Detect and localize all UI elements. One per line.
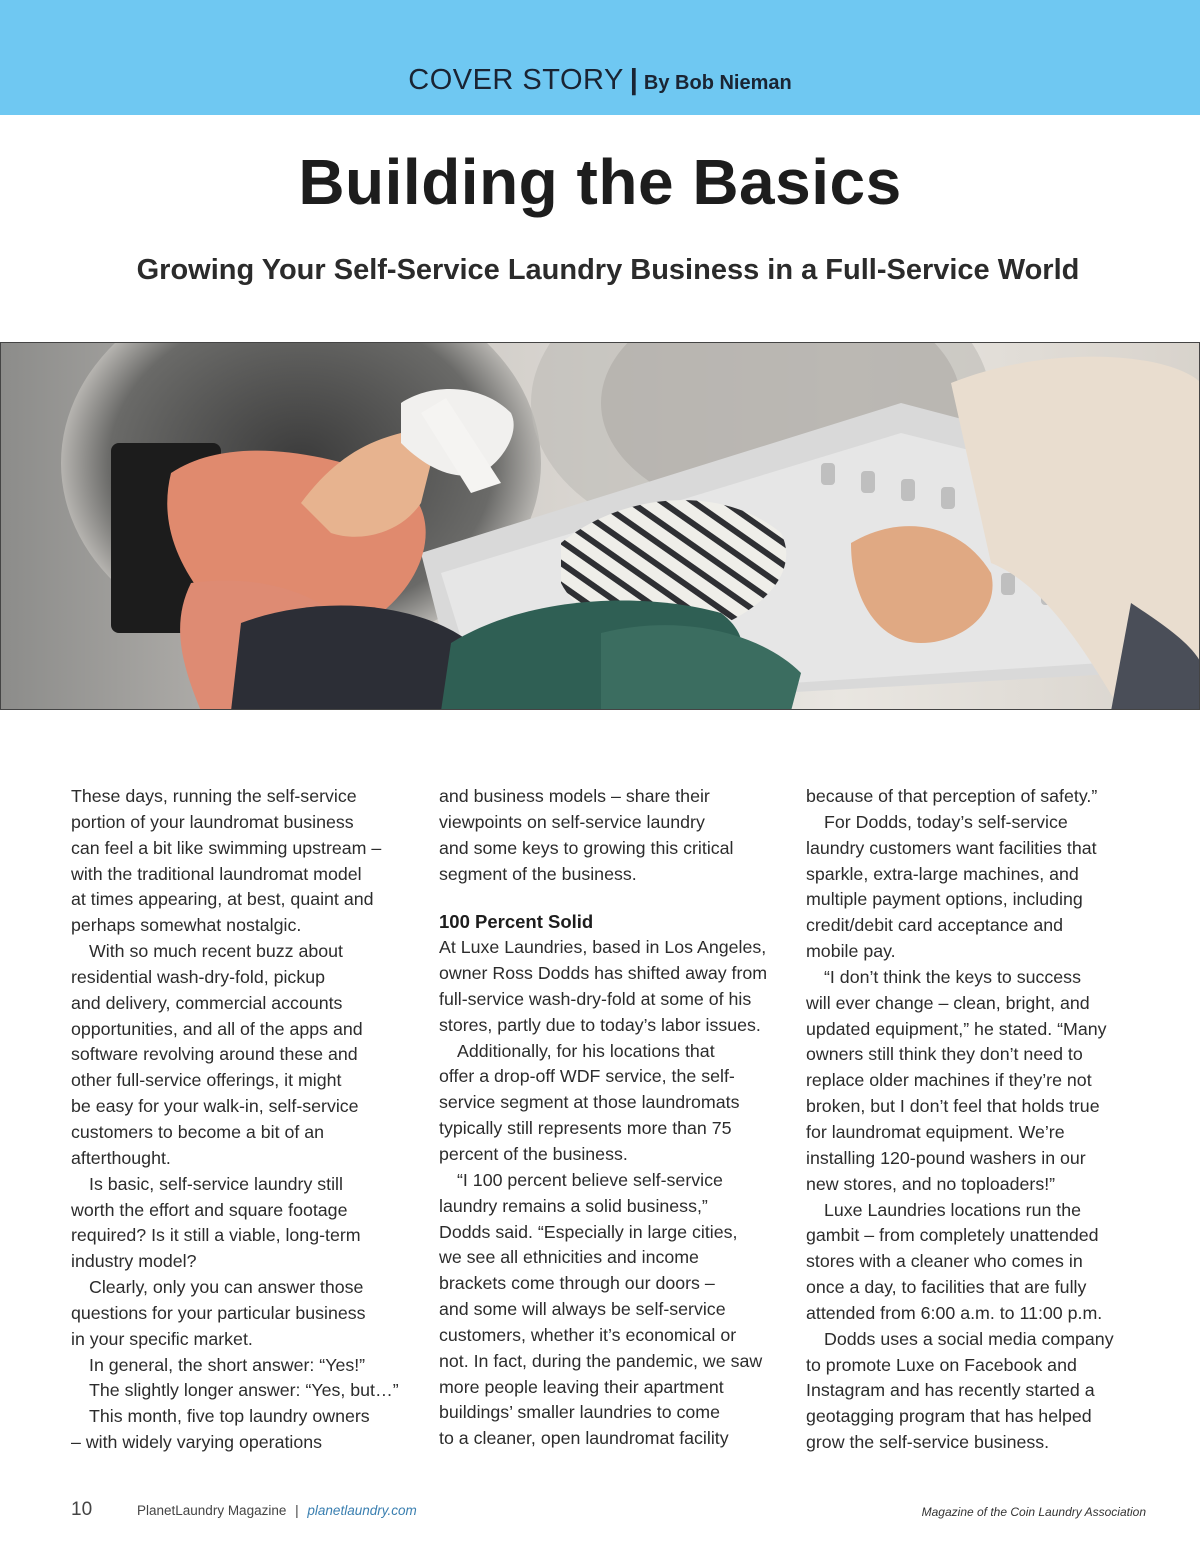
text-line: for laundromat equipment. We’re xyxy=(806,1121,1065,1142)
paragraph-gap xyxy=(439,887,784,909)
footer-separator: | xyxy=(295,1503,299,1518)
article-subtitle: Growing Your Self-Service Laundry Business in a Full-Service World xyxy=(136,254,1080,286)
text-line: offer a drop-off WDF service, the self- xyxy=(439,1066,735,1087)
text-line: other full-service offerings, it might xyxy=(71,1070,342,1091)
text-line: because of that perception of safety.” xyxy=(806,786,1098,806)
text-line: laundry customers want facilities that xyxy=(806,837,1097,858)
text-line: Is basic, self-service laundry still xyxy=(89,1173,343,1194)
text-line: perhaps somewhat nostalgic. xyxy=(71,915,302,936)
text-line: once a day, to facilities that are fully xyxy=(806,1277,1087,1298)
text-line: Dodds uses a social media company xyxy=(824,1328,1114,1349)
text-line: to a cleaner, open laundromat facility xyxy=(439,1428,729,1449)
byline: By Bob Nieman xyxy=(643,72,792,94)
text-line: In general, the short answer: “Yes!” xyxy=(89,1354,366,1375)
website-link[interactable]: planetlaundry.com xyxy=(307,1503,417,1518)
text-line: service segment at those laundromats xyxy=(439,1092,740,1113)
text-line: attended from 6:00 a.m. to 11:00 p.m. xyxy=(806,1302,1103,1323)
text-line: and delivery, commercial accounts xyxy=(71,992,343,1013)
text-line: buildings’ smaller laundries to come xyxy=(439,1402,721,1423)
text-line: – with widely varying operations xyxy=(71,1432,323,1453)
text-line: “I don’t think the keys to success xyxy=(824,966,1081,987)
article-column-2 xyxy=(439,784,784,1452)
text-line: segment of the business. xyxy=(439,863,637,884)
text-line: owner Ross Dodds has shifted away from xyxy=(439,963,768,984)
text-line: installing 120-pound washers in our xyxy=(806,1147,1086,1168)
text-line: broken, but I don’t feel that holds true xyxy=(806,1096,1100,1117)
text-line: to promote Luxe on Facebook and xyxy=(806,1354,1077,1375)
text-line: questions for your particular business xyxy=(71,1302,366,1323)
magazine-name: PlanetLaundry Magazine xyxy=(137,1503,287,1518)
section-heading: 100 Percent Solid xyxy=(439,911,594,933)
text-line: Clearly, only you can answer those xyxy=(89,1277,364,1298)
text-line: At Luxe Laundries, based in Los Angeles, xyxy=(439,937,767,958)
text-line: can feel a bit like swimming upstream – xyxy=(71,837,382,858)
text-line: more people leaving their apartment xyxy=(439,1376,724,1397)
text-line: afterthought. xyxy=(71,1147,171,1168)
text-line: in your specific market. xyxy=(71,1328,253,1349)
text-line: required? Is it still a viable, long-term xyxy=(71,1225,361,1246)
laundry-photo-icon xyxy=(1,343,1200,710)
text-line: Dodds said. “Especially in large cities, xyxy=(439,1221,738,1242)
text-line: For Dodds, today’s self-service xyxy=(824,811,1068,832)
text-line: opportunities, and all of the apps and xyxy=(71,1018,363,1039)
text-line: and some will always be self-service xyxy=(439,1299,726,1320)
text-line: customers, whether it’s economical or xyxy=(439,1324,737,1345)
footer-left xyxy=(137,1503,417,1518)
text-line: credit/debit card acceptance and xyxy=(806,915,1064,936)
text-line: and business models – share their xyxy=(439,786,710,806)
text-line: These days, running the self-service xyxy=(71,786,357,806)
text-line: stores with a cleaner who comes in xyxy=(806,1251,1083,1272)
header-banner xyxy=(0,0,1200,115)
text-line: be easy for your walk-in, self-service xyxy=(71,1096,359,1117)
text-line: sparkle, extra-large machines, and xyxy=(806,863,1079,884)
section-label: COVER STORY xyxy=(408,64,624,96)
text-line: grow the self-service business. xyxy=(806,1432,1050,1453)
page-number: 10 xyxy=(71,1499,93,1520)
article-title: Building the Basics xyxy=(298,146,902,218)
text-line: typically still represents more than 75 xyxy=(439,1118,732,1139)
text-line: full-service wash-dry-fold at some of his xyxy=(439,988,752,1009)
text-line: Additionally, for his locations that xyxy=(457,1040,715,1061)
text-line: software revolving around these and xyxy=(71,1044,358,1065)
text-line: not. In fact, during the pandemic, we saw xyxy=(439,1350,763,1371)
section-kicker xyxy=(0,64,1200,97)
text-line: worth the effort and square footage xyxy=(71,1199,348,1220)
text-line: “I 100 percent believe self-service xyxy=(457,1169,723,1190)
text-line: owners still think they don’t need to xyxy=(806,1044,1083,1065)
text-line: portion of your laundromat business xyxy=(71,811,354,832)
text-line: customers to become a bit of an xyxy=(71,1121,325,1142)
text-line: stores, partly due to today’s labor issues. xyxy=(439,1014,761,1035)
text-line: Luxe Laundries locations run the xyxy=(824,1199,1082,1220)
text-line: With so much recent buzz about xyxy=(89,941,343,962)
text-line: viewpoints on self-service laundry xyxy=(439,811,705,832)
footer-tagline: Magazine of the Coin Laundry Association xyxy=(921,1505,1146,1519)
text-line: new stores, and no toploaders!” xyxy=(806,1173,1056,1194)
text-line: multiple payment options, including xyxy=(806,889,1083,910)
text-line: brackets come through our doors – xyxy=(439,1273,715,1294)
text-line: residential wash-dry-fold, pickup xyxy=(71,966,325,987)
text-line: percent of the business. xyxy=(439,1143,628,1164)
text-line: This month, five top laundry owners xyxy=(89,1406,370,1427)
text-line: at times appearing, at best, quaint and xyxy=(71,889,374,910)
text-line: mobile pay. xyxy=(806,941,896,962)
text-line: gambit – from completely unattended xyxy=(806,1225,1099,1246)
article-column-3 xyxy=(806,784,1151,1456)
kicker-separator: | xyxy=(629,64,638,96)
text-line: will ever change – clean, bright, and xyxy=(806,992,1090,1013)
laundry-photo xyxy=(0,342,1200,710)
text-line: updated equipment,” he stated. “Many xyxy=(806,1018,1107,1039)
text-line: The slightly longer answer: “Yes, but…” xyxy=(89,1380,399,1401)
text-line: we see all ethnicities and income xyxy=(439,1247,699,1268)
text-line: and some keys to growing this critical xyxy=(439,837,734,858)
text-line: with the traditional laundromat model xyxy=(71,863,362,884)
text-line: industry model? xyxy=(71,1251,197,1272)
text-line: geotagging program that has helped xyxy=(806,1406,1092,1427)
text-line: laundry remains a solid business,” xyxy=(439,1195,708,1216)
article-column-1 xyxy=(71,784,416,1456)
text-line: Instagram and has recently started a xyxy=(806,1380,1095,1401)
text-line: replace older machines if they’re not xyxy=(806,1070,1092,1091)
